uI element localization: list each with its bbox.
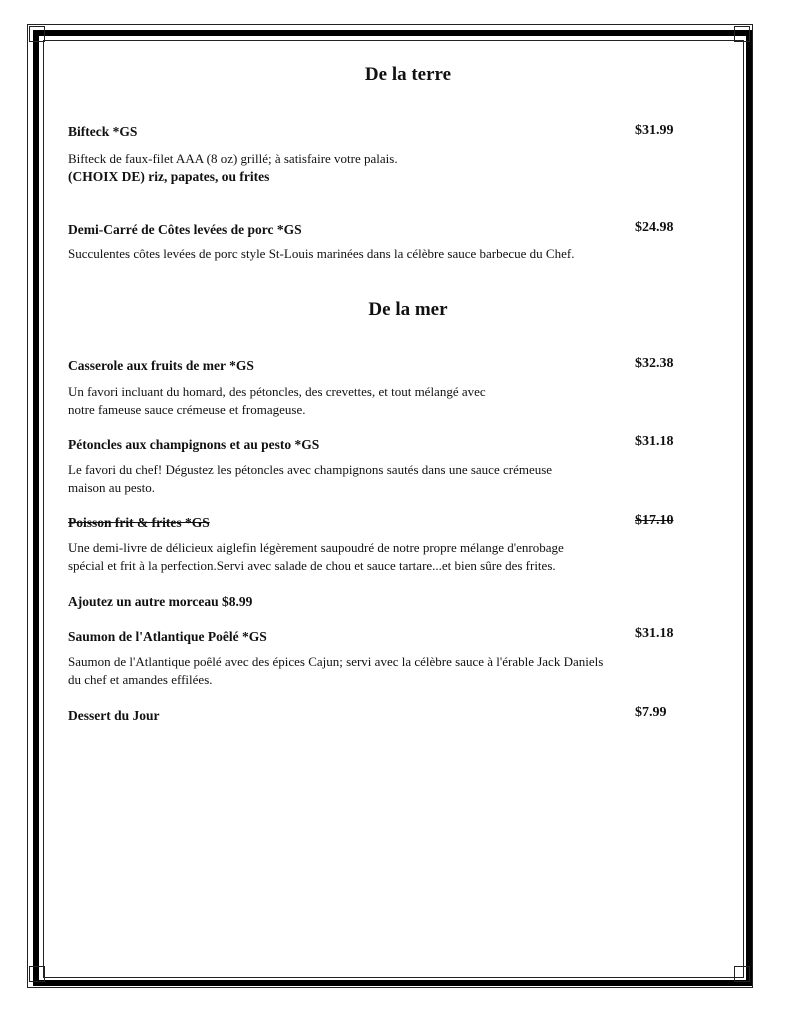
menu-item-price: $7.99 (635, 705, 667, 720)
menu-item-name: Dessert du Jour (68, 708, 160, 723)
menu-item-price: $31.99 (635, 123, 674, 138)
menu-item-description (68, 383, 668, 419)
description-line: Saumon de l'Atlantique poêlé avec des épices Cajun; servi avec la célèbre sauce à l'érable Jack Daniels (68, 654, 604, 669)
menu-item-name: Saumon de l'Atlantique Poêlé *GS (68, 629, 267, 644)
section-title-mer: De la mer (368, 299, 448, 320)
border-corner-ornament (734, 966, 750, 982)
menu-item-price: $24.98 (635, 220, 674, 235)
description-line: du chef et amandes effilées. (68, 672, 213, 687)
description-line: notre fameuse sauce crémeuse et fromageuse. (68, 402, 306, 417)
description-line: (CHOIX DE) riz, papates, ou frites (68, 169, 270, 184)
menu-item-price: $32.38 (635, 356, 674, 371)
section-title-terre: De la terre (364, 64, 452, 85)
menu-item-addon: Ajoutez un autre morceau $8.99 (68, 594, 253, 609)
menu-item-description (68, 245, 668, 263)
menu-item-price: $17.10 (635, 513, 674, 528)
description-line: Succulentes côtes levées de porc style St-Louis marinées dans la célèbre sauce barbecue du Chef. (68, 246, 575, 261)
menu-item-name: Pétoncles aux champignons et au pesto *GS (68, 437, 320, 452)
menu-item-description (68, 539, 668, 575)
menu-item-description (68, 653, 668, 689)
border-corner-ornament (29, 966, 45, 982)
menu-item-description (68, 150, 668, 186)
description-line: maison au pesto. (68, 480, 156, 495)
menu-item-price: $31.18 (635, 626, 674, 641)
description-line: Un favori incluant du homard, des pétoncles, des crevettes, et tout mélangé avec (68, 384, 486, 399)
menu-item-name: Bifteck *GS (68, 124, 138, 139)
description-line: Le favori du chef! Dégustez les pétoncles avec champignons sautés dans une sauce crémeuse (68, 462, 553, 477)
menu-item-name: Demi-Carré de Côtes levées de porc *GS (68, 222, 302, 237)
menu-item-description (68, 461, 668, 497)
menu-item-name: Casserole aux fruits de mer *GS (68, 358, 254, 373)
border-corner-ornament (734, 26, 750, 42)
menu-item-name: Poisson frit & frites *GS (68, 515, 210, 530)
description-line: Bifteck de faux-filet AAA (8 oz) grillé; à satisfaire votre palais. (68, 151, 398, 166)
description-line: Une demi-livre de délicieux aiglefin légèrement saupoudré de notre propre mélange d'enrobage (68, 540, 564, 555)
menu-item-price: $31.18 (635, 434, 674, 449)
description-line: spécial et frit à la perfection.Servi avec salade de chou et sauce tartare...et bien sûre des frites. (68, 558, 556, 573)
border-corner-ornament (29, 26, 45, 42)
